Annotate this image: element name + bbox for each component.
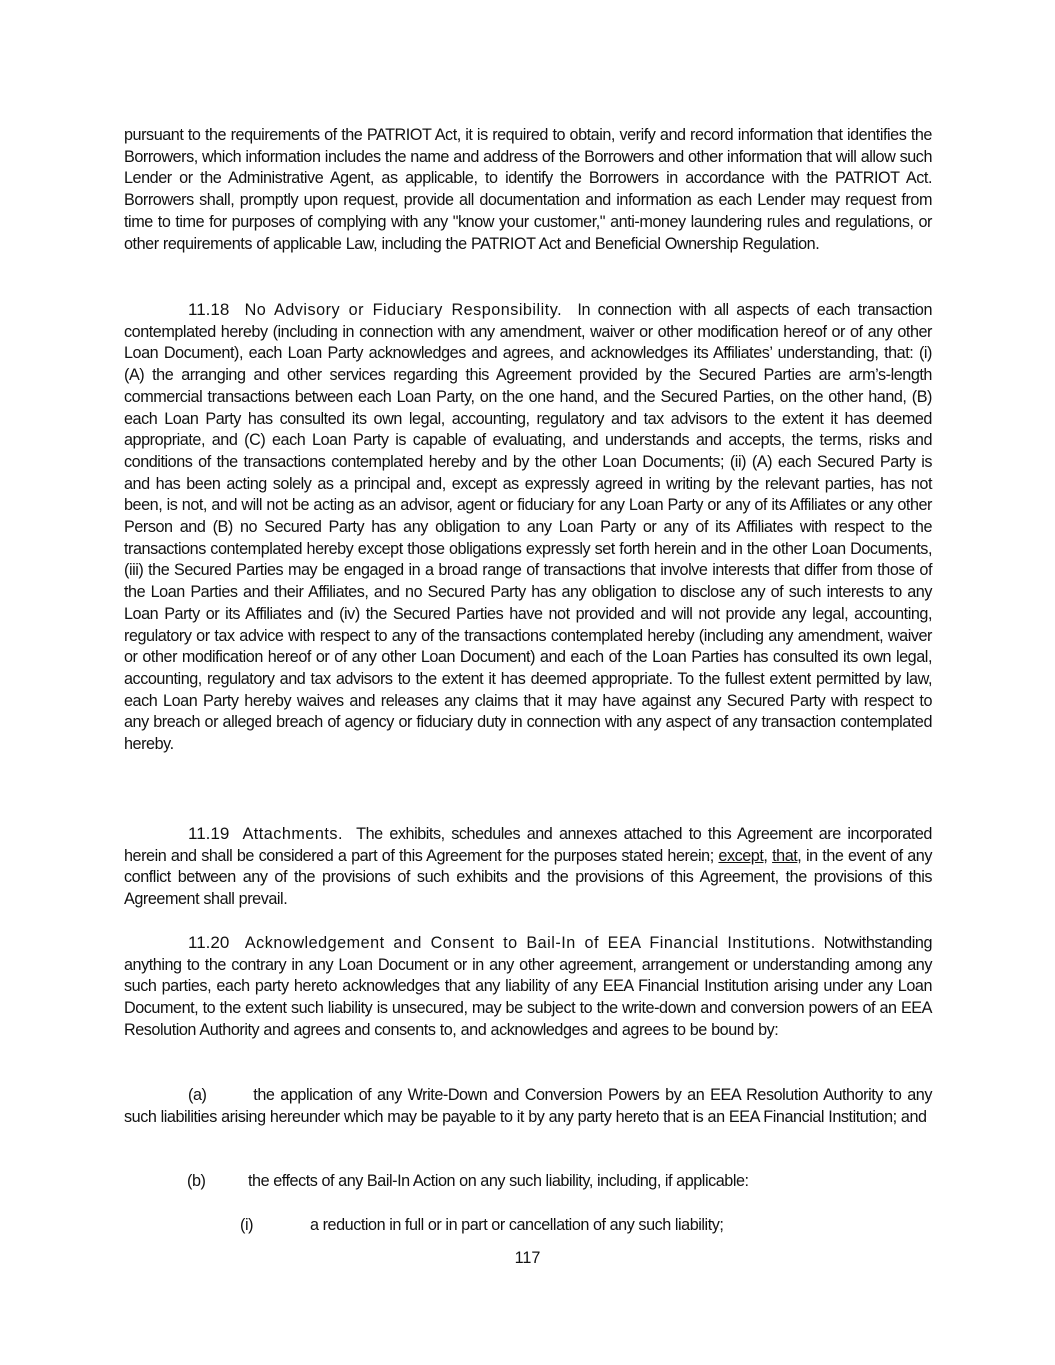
clause-a	[124, 1085, 932, 1128]
clause-label: (a)	[188, 1086, 207, 1104]
section-body: The exhibits, schedules and annexes attached to this Agreement are incorporated herein and shall be considered a part of this Agreement for the purposes stated herein;	[124, 825, 932, 865]
section-body: In connection with all aspects of each transaction contemplated hereby (including in connection with any amendment, waiver or other modification hereof or of any other Loan Document), each Loan Party acknowledges and agrees, and acknowledges its Affiliates’ understanding, that: (i) (A) the arranging and other services regarding this Agreement provided by the Secured Parties are arm’s-length commercial transactions between each Loan Party, on the one hand, and the Secured Parties, on the other hand, (B) each Loan Party has consulted its own legal, accounting, regulatory and tax advisors to the extent it has deemed appropriate, and (C) each Loan Party is capable of evaluating, and understands and accepts, the terms, risks and conditions of the transactions contemplated hereby and by the other Loan Documents; (ii) (A) each Secured Party is and has been acting solely as a principal and, except as expressly agreed in writing by the relevant parties, has not been, is not, and will not be acting as an advisor, agent or fiduciary for any Loan Party or any of its Affiliates or any other Person and (B) no Secured Party has any obligation to any Loan Party or any of its Affiliates with respect to the transactions contemplated hereby except those obligations expressly set forth herein and in the other Loan Documents, (iii) the Secured Parties may be engaged in a broad range of transactions that involve interests that differ from those of the Loan Parties and their Affiliates, and no Secured Party has any obligation to disclose any of such interests to any Loan Party or its Affiliates and (iv) the Secured Parties have not provided and will not provide any legal, accounting, regulatory or tax advice with respect to any of the transactions contemplated hereby (including any amendment, waiver or other modification hereof or of any other Loan Document) and each of the Loan Parties has consulted its own legal, accounting, regulatory and tax advisors to the extent it has deemed appropriate. To the fullest extent permitted by law, each Loan Party hereby waives and releases any claims that it may have against any Secured Party with respect to any breach or alleged breach of agency or fiduciary duty in connection with any aspect of any transaction contemplated hereby.	[124, 301, 932, 754]
section-number: 11.19	[188, 824, 230, 843]
page-number: 117	[514, 1249, 541, 1267]
underlined-term-that: that	[772, 846, 798, 865]
section-title: Attachments.	[242, 825, 343, 843]
section-11-20	[124, 932, 932, 1042]
section-11-18	[124, 299, 932, 756]
subclause-i-text: a reduction in full or in part or cancellation of any such liability;	[310, 1216, 724, 1234]
section-number: 11.18	[188, 300, 230, 319]
subclause-i-label: (i)	[240, 1216, 254, 1234]
section-body: Notwithstanding anything to the contrary in any Loan Document or in any other agreement, arrangement or understanding among any such parties, each party hereto acknowledges that any liability of any EEA Financial Institution arising under any Loan Document, to the extent such liability is unsecured, may be subject to the write-down and conversion powers of an EEA Resolution Authority and agrees and consents to, and acknowledges and agrees to be bound by:	[124, 934, 932, 1039]
paragraph-patriot-act: pursuant to the requirements of the PATRIOT Act, it is required to obtain, verify and record information that identifies the Borrowers, which information includes the name and address of the Borrowers and other information that will allow such Lender or the Administrative Agent, as applicable, to identify the Borrowers in accordance with the PATRIOT Act. Borrowers shall, promptly upon request, provide all documentation and information as each Lender may request from time to time for purposes of complying with any "know your customer," anti-money laundering rules and regulations, or other requirements of applicable Law, including the PATRIOT Act and Beneficial Ownership Regulation.	[124, 126, 932, 253]
section-number: 11.20	[188, 933, 230, 952]
section-title: No Advisory or Fiduciary Responsibility.	[244, 301, 563, 319]
clause-text: the application of any Write-Down and Conversion Powers by an EEA Resolution Authority to any such liabilities arising hereunder which may be payable to it by any party hereto that is an EEA Financial Institution; and	[124, 1086, 932, 1126]
section-body-continued: , in the event of any conflict between any of the provisions of such exhibits and the provisions of this Agreement, the provisions of this Agreement shall prevail.	[124, 846, 932, 909]
underlined-term-except: except	[718, 846, 764, 865]
section-title: Acknowledgement and Consent to Bail-In of EEA Financial Institutions.	[244, 934, 816, 952]
clause-b-text: the effects of any Bail-In Action on any such liability, including, if applicable:	[248, 1172, 749, 1190]
separator: ,	[763, 846, 768, 865]
clause-b-label: (b)	[187, 1172, 206, 1190]
section-11-19	[124, 823, 932, 911]
